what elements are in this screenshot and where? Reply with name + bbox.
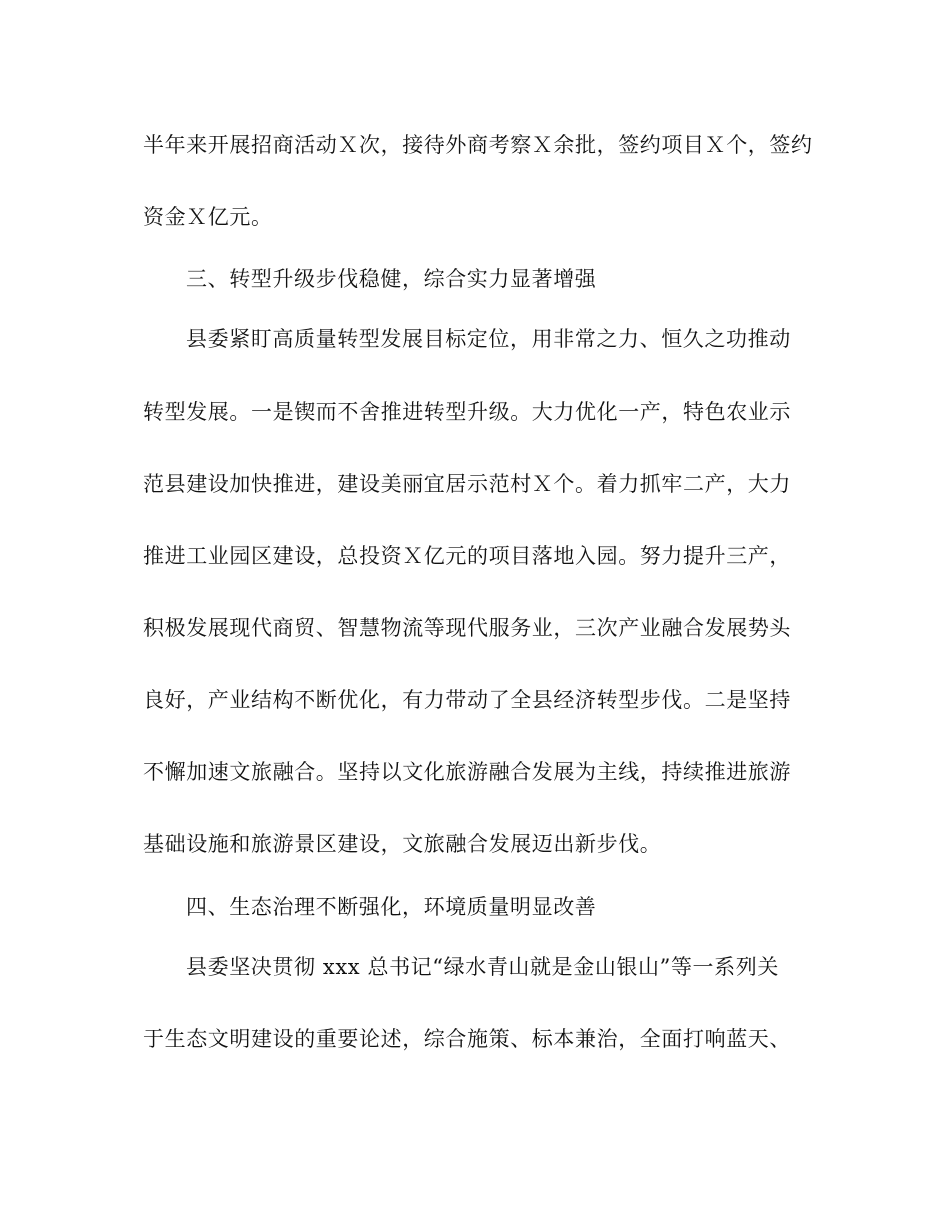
paragraph-line: 范县建设加快推进，建设美丽宜居示范村Ｘ个。着力抓牢二产，大力	[143, 472, 791, 496]
paragraph-line: 转型发展。一是锲而不舍推进转型升级。大力优化一产，特色农业示	[143, 400, 791, 424]
paragraph-line: 县委紧盯高质量转型发展目标定位，用非常之力、恒久之功推动	[186, 327, 791, 351]
paragraph-line: 良好，产业结构不断优化，有力带动了全县经济转型步伐。二是坚持	[143, 688, 791, 712]
paragraph-line: 资金Ｘ亿元。	[143, 205, 273, 229]
paragraph-line: 县委坚决贯彻 xxx 总书记“绿水青山就是金山银山”等一系列关	[186, 955, 779, 979]
paragraph-line: 于生态文明建设的重要论述，综合施策、标本兼治，全面打响蓝天、	[143, 1027, 791, 1051]
paragraph-line: 半年来开展招商活动Ｘ次，接待外商考察Ｘ余批，签约项目Ｘ个，签约	[143, 133, 813, 157]
paragraph-line: 积极发展现代商贸、智慧物流等现代服务业，三次产业融合发展势头	[143, 616, 791, 640]
section-heading: 四、生态治理不断强化，环境质量明显改善	[186, 895, 597, 919]
paragraph-line: 基础设施和旅游景区建设，文旅融合发展迈出新步伐。	[143, 832, 662, 856]
paragraph-line: 推进工业园区建设，总投资Ｘ亿元的项目落地入园。努力提升三产，	[143, 544, 791, 568]
section-heading: 三、转型升级步伐稳健，综合实力显著增强	[186, 267, 597, 291]
paragraph-line: 不懈加速文旅融合。坚持以文化旅游融合发展为主线，持续推进旅游	[143, 760, 791, 784]
